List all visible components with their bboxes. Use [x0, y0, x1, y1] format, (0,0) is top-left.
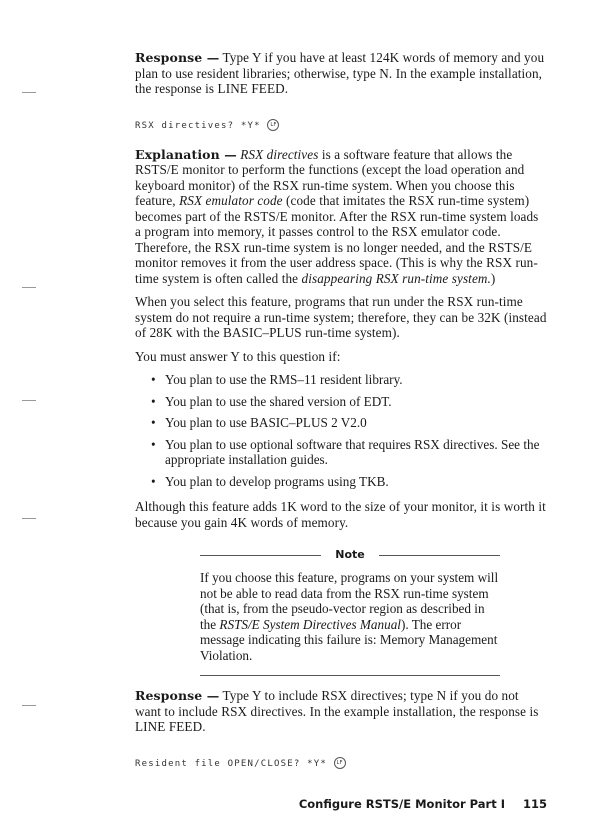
- text: ). The error message indicating this failure is: Memory Management Violation.: [200, 616, 498, 663]
- emphasis: RSX directives: [240, 146, 319, 162]
- response-text: Type Y if you have at least 124K words of memory and you plan to use resident libraries; otherwise, type N. In the example installation, the response is LINE FEED.: [135, 50, 545, 96]
- list-item: • You plan to use BASIC–PLUS 2 V2.0: [151, 415, 547, 431]
- prompt-resident-file: [135, 757, 547, 771]
- page-number: 115: [522, 796, 547, 811]
- response-paragraph-1: [135, 50, 547, 97]
- list-item: • You plan to develop programs using TKB.: [151, 474, 547, 490]
- list-item: • You plan to use the shared version of EDT.: [151, 394, 547, 410]
- margin-mark: [22, 705, 36, 706]
- note-title: Note: [335, 548, 365, 561]
- note-heading: [200, 548, 500, 562]
- response-paragraph-2: [135, 688, 547, 735]
- emphasis: disappearing RSX run-time system.: [301, 270, 491, 286]
- list-item: • You plan to use the RMS–11 resident library.: [151, 372, 547, 388]
- margin-mark: [22, 287, 36, 288]
- paragraph: When you select this feature, programs that run under the RSX run-time system do not require a run-time system; therefore, they can be 32K (instead of 28K with the BASIC–PLUS run-time system).: [135, 294, 547, 340]
- note-box: [200, 548, 500, 676]
- note-end-rule: [200, 675, 500, 676]
- list-item: • You plan to use optional software that requires RSX directives. See the appropriate installation guides.: [151, 437, 547, 468]
- prompt-text: Resident file OPEN/CLOSE? *Y*: [135, 758, 327, 769]
- response-label: Response —: [135, 688, 220, 703]
- divider: [200, 555, 321, 556]
- margin-mark: [22, 92, 36, 93]
- divider: [379, 555, 500, 556]
- line-feed-key-icon: LF: [267, 119, 279, 131]
- text: (code that imitates the RSX run-time system) becomes part of the RSTS/E monitor. After the RSX run-time system loads a program into memory, it passes control to the RSX emulator code. Therefore, the RSX run-time system is no longer needed, and the RSTS/E monitor removes it from the user address space. (This is why the RSX run-time system is often called the: [135, 193, 539, 286]
- text: is a software feature that allows the RSTS/E monitor to perform the functions (except the load operation and keyboard monitor) of the RSX run-time system. When you choose this feature,: [135, 146, 525, 208]
- text: ): [490, 270, 496, 286]
- response-label: Response —: [135, 50, 220, 65]
- response-text: Type Y to include RSX directives; type N if you do not want to include RSX directives. In the example installation, the response is LINE FEED.: [135, 688, 539, 734]
- footer-title: Configure RSTS/E Monitor Part I: [298, 796, 505, 811]
- paragraph: Although this feature adds 1K word to the size of your monitor, it is worth it because you gain 4K words of memory.: [135, 499, 546, 530]
- prompt-rsx-directives: [135, 119, 547, 133]
- emphasis: RSX emulator code: [179, 193, 283, 208]
- page-footer: [299, 785, 547, 811]
- margin-mark: [22, 400, 36, 401]
- text: If you choose this feature, programs on your system will not be able to read data from the RSX run-time system (that is, from the pseudo-vector region as described in the: [200, 570, 499, 632]
- explanation-paragraph: [135, 147, 547, 287]
- explanation-label: Explanation —: [135, 146, 237, 162]
- line-feed-key-icon: LF: [334, 757, 346, 769]
- emphasis: RSTS/E System Directives Manual: [219, 616, 401, 632]
- prompt-text: RSX directives? *Y*: [135, 120, 261, 131]
- margin-mark: [22, 518, 36, 519]
- paragraph: You must answer Y to this question if:: [135, 348, 341, 364]
- note-body: [200, 570, 500, 663]
